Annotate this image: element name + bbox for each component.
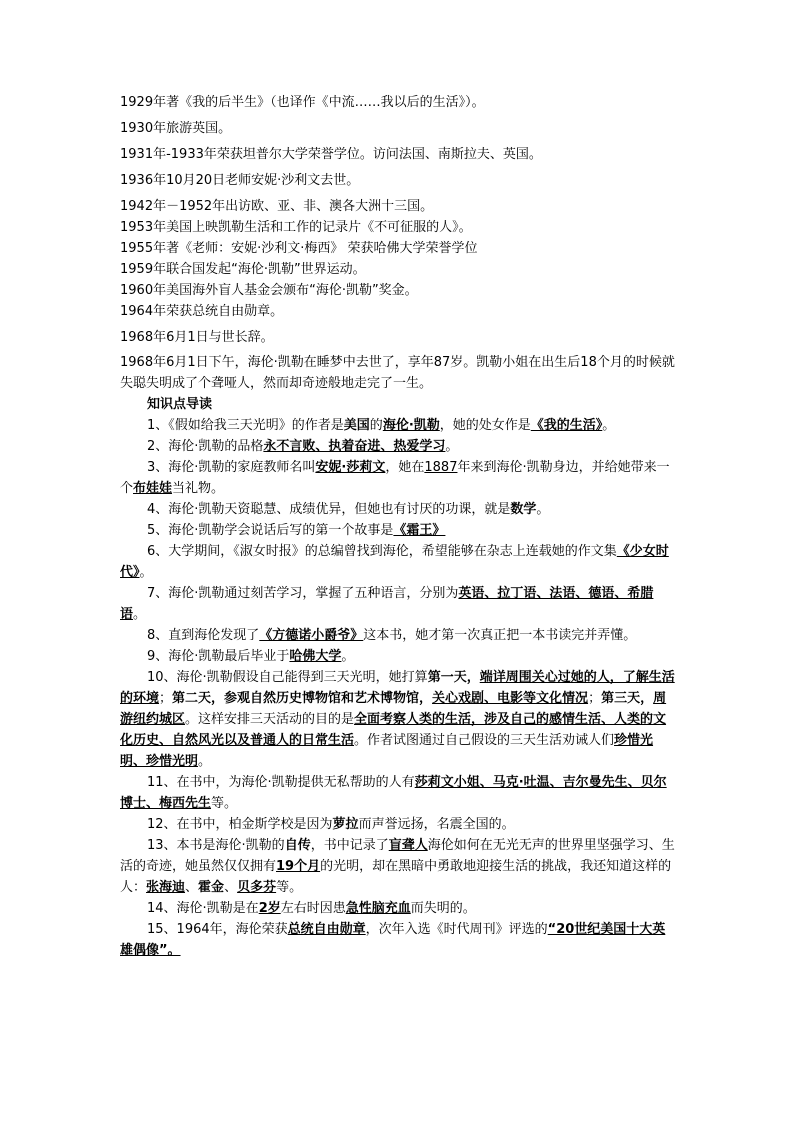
key-answer: 《我的生活》 — [530, 418, 603, 433]
knowledge-item-5 — [120, 520, 676, 541]
item-text: ，次年入选《时代周刊》评选的 — [365, 922, 548, 937]
emphasis-text: 第三天， — [601, 691, 654, 706]
item-text: 海伦如何在无光无声的世界里坚强学习、生活的奇迹，她虽然仅仅拥有 — [120, 838, 675, 874]
key-answer: 永不言败、执着奋进、热爱学习 — [263, 439, 446, 454]
timeline-entry-1936: 1936年10月20日老师安妮·沙利文去世。 — [120, 173, 360, 188]
item-text: 14、海伦·凯勒是在 — [147, 901, 259, 916]
key-answer: 关心戏剧、电影等文化情况 — [432, 691, 589, 706]
item-text: 。 — [341, 649, 355, 664]
item-text: 10、海伦·凯勒假设自己能得到三天光明，她打算 — [147, 670, 428, 685]
knowledge-item-4 — [120, 499, 676, 520]
knowledge-item-12 — [120, 814, 676, 835]
item-text: 。 — [445, 439, 459, 454]
item-text: 8、直到海伦发现了 — [147, 628, 260, 643]
knowledge-item-6 — [120, 541, 676, 583]
timeline-entry-1930: 1930年旅游英国。 — [120, 121, 232, 136]
timeline-entry-1955: 1955年著《老师：安妮·沙利文·梅西》 荣获哈佛大学荣誉学位 — [120, 241, 478, 256]
item-text: 9、海伦·凯勒最后毕业于 — [147, 649, 290, 664]
key-answer: 急性脑充血 — [345, 901, 411, 916]
timeline-entry-1953: 1953年美国上映凯勒生活和工作的记录片《不可征服的人》。 — [120, 220, 472, 235]
item-text: ，她在 — [385, 460, 425, 475]
key-answer: 贝多芬 — [237, 880, 277, 895]
item-text: 12、在书中，柏金斯学校是因为 — [147, 817, 333, 832]
knowledge-item-15 — [120, 919, 676, 961]
key-answer: 布娃娃 — [133, 481, 173, 496]
key-answer: 英语、拉丁语、法语、德语、希腊语 — [120, 586, 654, 622]
item-text: 15、1964年，海伦荣获 — [147, 922, 288, 937]
item-text: 2、海伦·凯勒的品格 — [147, 439, 264, 454]
timeline-entry-1960: 1960年美国海外盲人基金会颁布“海伦·凯勒”奖金。 — [120, 283, 418, 298]
emphasis-text: 第一天， — [427, 670, 480, 685]
key-answer: 《少女时代》 — [120, 544, 669, 580]
emphasis-text: 数学 — [510, 502, 537, 517]
knowledge-item-10 — [120, 667, 676, 772]
key-answer: “20世纪美国十大英雄偶像”。 — [120, 922, 666, 958]
key-answer: 端详周围关心过她的人，了解生活的环境 — [120, 670, 675, 706]
key-answer: 张海迪 — [146, 880, 186, 895]
item-text: 5、海伦·凯勒学会说话后写的第一个故事是 — [147, 523, 394, 538]
item-text: ，书中记录了 — [310, 838, 389, 853]
key-answer: 哈佛大学 — [289, 649, 342, 664]
item-text: 。这样安排三天活动的目的是 — [185, 712, 355, 727]
item-text: 而失明的。 — [410, 901, 476, 916]
item-text: 。 — [536, 502, 550, 517]
emphasis-text: 霍金 — [198, 880, 225, 895]
emphasis-text: 美国 — [343, 418, 370, 433]
key-answer: 总统自由勋章 — [287, 922, 366, 937]
timeline-entry-1964: 1964年荣获总统自由勋章。 — [120, 304, 284, 319]
knowledge-item-3 — [120, 457, 676, 499]
item-text: 。 — [133, 607, 147, 622]
item-text: 年来到海伦·凯勒身边，并给她带来一个 — [120, 460, 670, 496]
item-text: ； — [588, 691, 602, 706]
key-answer: 珍惜光明、珍惜光明 — [120, 733, 654, 769]
item-text: ，她的处女作是 — [439, 418, 531, 433]
key-answer: 盲聋人 — [388, 838, 428, 853]
item-text: 7、海伦·凯勒通过刻苦学习，掌握了五种语言，分别为 — [147, 586, 459, 601]
knowledge-item-14 — [120, 898, 676, 919]
timeline-entry-1942: 1942年－1952年出访欧、亚、非、澳各大洲十三国。 — [120, 199, 434, 214]
knowledge-item-7 — [120, 583, 676, 625]
knowledge-item-11 — [120, 772, 676, 814]
timeline-entry-1959: 1959年联合国发起“海伦·凯勒”世界运动。 — [120, 262, 366, 277]
item-text: 这本书，她才第一次真正把一本书读完并弄懂。 — [363, 628, 637, 643]
key-answer: 周游纽约城区 — [120, 691, 667, 727]
knowledge-item-2 — [120, 436, 676, 457]
emphasis-text: 萝拉 — [332, 817, 359, 832]
death-paragraph: 1968年6月1日下午，海伦·凯勒在睡梦中去世了，享年87岁。凯勒小姐在出生后18个月的时候就失聪失明成了个聋哑人，然而却奇迹般地走完了一生。 — [120, 355, 675, 391]
item-text: 13、本书是海伦·凯勒的 — [147, 838, 285, 853]
underlined-text: 1887 — [424, 460, 458, 475]
item-text: 的光明，却在黑暗中勇敢地迎接生活的挑战，我还知道这样的人： — [120, 859, 672, 895]
key-answer: 《方德诺小爵爷》 — [259, 628, 364, 643]
knowledge-item-8 — [120, 625, 676, 646]
key-answer: 《霜王》 — [393, 523, 446, 538]
section-heading: 知识点导读 — [147, 397, 213, 412]
item-text: 等。 — [211, 796, 238, 811]
key-answer: 海伦·凯勒 — [382, 418, 440, 433]
key-answer: 全面考察人类的生活，涉及自己的感情生活、人类的文化历史、自然风光以及普通人的日常生活 — [120, 712, 667, 748]
item-text: ； — [159, 691, 173, 706]
item-text: 1、《假如给我三天光明》的作者是 — [147, 418, 344, 433]
timeline-entry-1931: 1931年-1933年荣获坦普尔大学荣誉学位。访问法国、南斯拉夫、英国。 — [120, 147, 542, 162]
item-text: 6、大学期间，《淑女时报》的总编曾找到海伦，希望能够在杂志上连载她的作文集 — [147, 544, 617, 559]
item-text: 的 — [369, 418, 383, 433]
item-text: 当礼物。 — [172, 481, 225, 496]
knowledge-list — [120, 415, 676, 961]
knowledge-item-9 — [120, 646, 676, 667]
item-text: 而声誉远扬，名震全国的。 — [358, 817, 515, 832]
document-page — [120, 92, 676, 961]
timeline-entry-1968: 1968年6月1日与世长辞。 — [120, 330, 274, 345]
item-text: 左右时因患 — [280, 901, 346, 916]
item-text: 3、海伦·凯勒的家庭教师名叫 — [147, 460, 316, 475]
key-answer: 安妮·莎莉文 — [315, 460, 386, 475]
item-text: 。 — [602, 418, 616, 433]
item-text: 。作者试图通过自己假设的三天生活劝诫人们 — [354, 733, 615, 748]
emphasis-text: 自传 — [284, 838, 311, 853]
item-text: 、 — [224, 880, 238, 895]
timeline-entry-1929: 1929年著《我的后半生》（也译作《中流……我以后的生活》）。 — [120, 95, 485, 110]
item-text: 、 — [185, 880, 199, 895]
item-text: 11、在书中，为海伦·凯勒提供无私帮助的人有 — [147, 775, 415, 790]
key-answer: 莎莉文小姐、马克·吐温、吉尔曼先生、贝尔博士、梅西先生 — [120, 775, 667, 811]
emphasis-text: 第二天，参观自然历史博物馆和艺术博物馆， — [172, 691, 433, 706]
knowledge-item-13 — [120, 835, 676, 898]
item-text: 等。 — [276, 880, 303, 895]
item-text: 。 — [139, 565, 153, 580]
item-text: 4、海伦·凯勒天资聪慧、成绩优异，但她也有讨厌的功课，就是 — [147, 502, 511, 517]
key-answer: 19个月 — [276, 859, 321, 874]
knowledge-item-1 — [120, 415, 676, 436]
timeline — [120, 92, 676, 348]
key-answer: 2岁 — [258, 901, 281, 916]
item-text: 。 — [198, 754, 212, 769]
